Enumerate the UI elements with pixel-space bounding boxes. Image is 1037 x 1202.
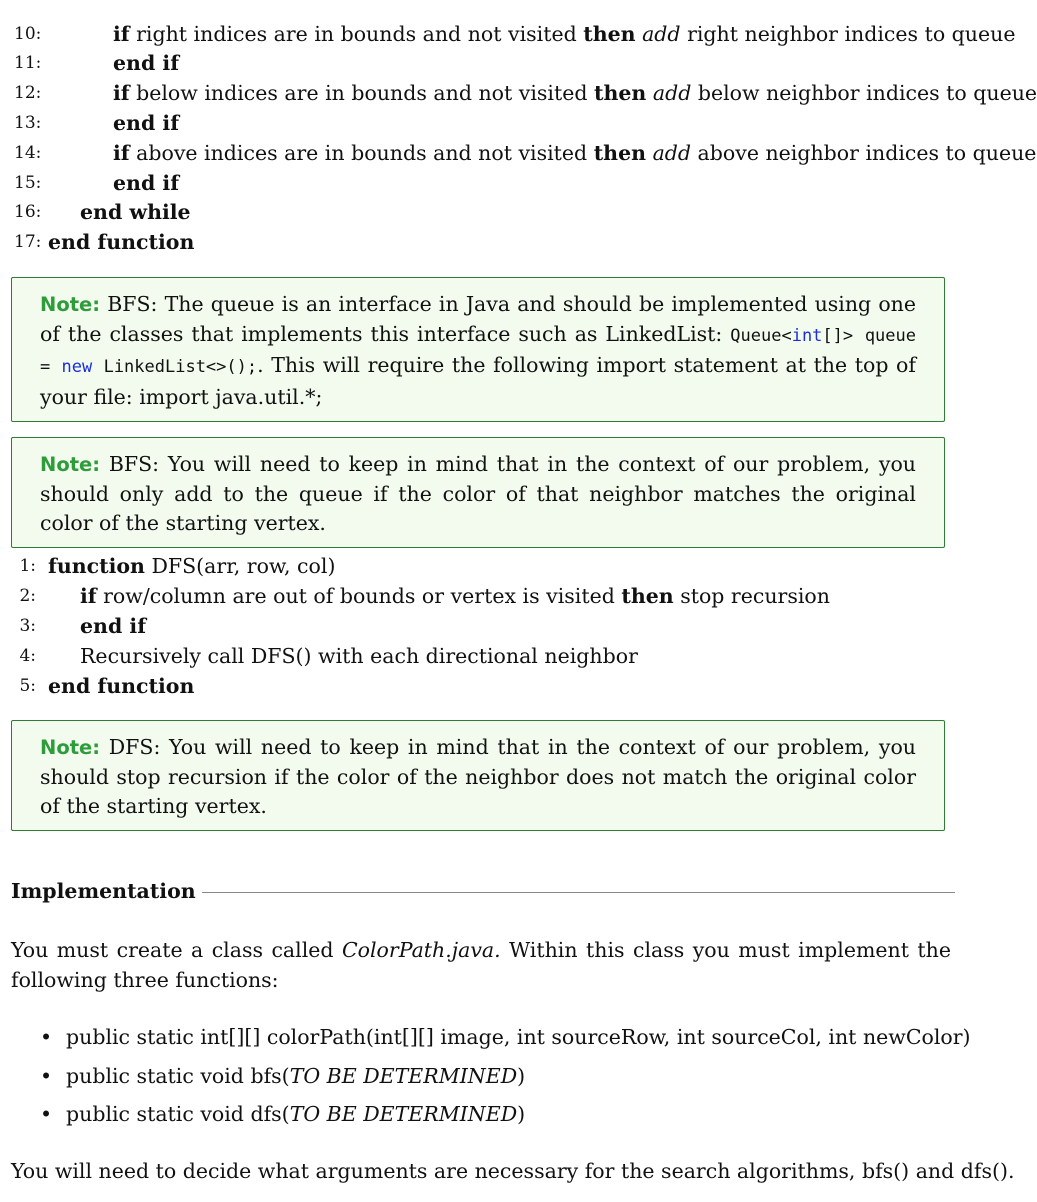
section-title: Implementation [11,879,196,903]
note-box-dfs-color: Note: DFS: You will need to keep in mind that in the context of our problem, you should stop recursion if the color of the neighbor does not match the original color of the starting vertex. [11,720,945,831]
list-item: • public static void bfs(TO BE DETERMINED) [40,1063,526,1088]
note-label: Note: [40,736,101,759]
note-box-bfs-queue: Note: BFS: The queue is an interface in Java and should be implemented using one of the classes that implements this interface such as LinkedList: Queue<int[]> queue = new LinkedList<>();. This will require the following import statement at the top of your file: import java.util.*; [11,277,945,422]
list-item: • public static int[][] colorPath(int[][] image, int sourceRow, int sourceCol, int newColor) [40,1025,971,1049]
paragraph-intro: You must create a class called ColorPath.java. Within this class you must implement the following three functions: [11,938,951,992]
list-item: • public static void dfs(TO BE DETERMINED) [40,1102,526,1126]
function-list [40,1020,971,1136]
code-snippet: Queue<int[]> queue = new LinkedList<>(); [40,325,916,377]
section-rule [202,892,955,893]
note-box-bfs-color: Note: BFS: You will need to keep in mind that in the context of our problem, you should only add to the queue if the color of that neighbor matches the original color of the starting vertex. [11,437,945,548]
note-label: Note: [40,293,101,316]
section-heading-implementation [11,876,955,906]
paragraph-arguments: You will need to decide what arguments are necessary for the search algorithms, bfs() and dfs(). [11,1159,1015,1183]
note-label: Note: [40,453,101,476]
